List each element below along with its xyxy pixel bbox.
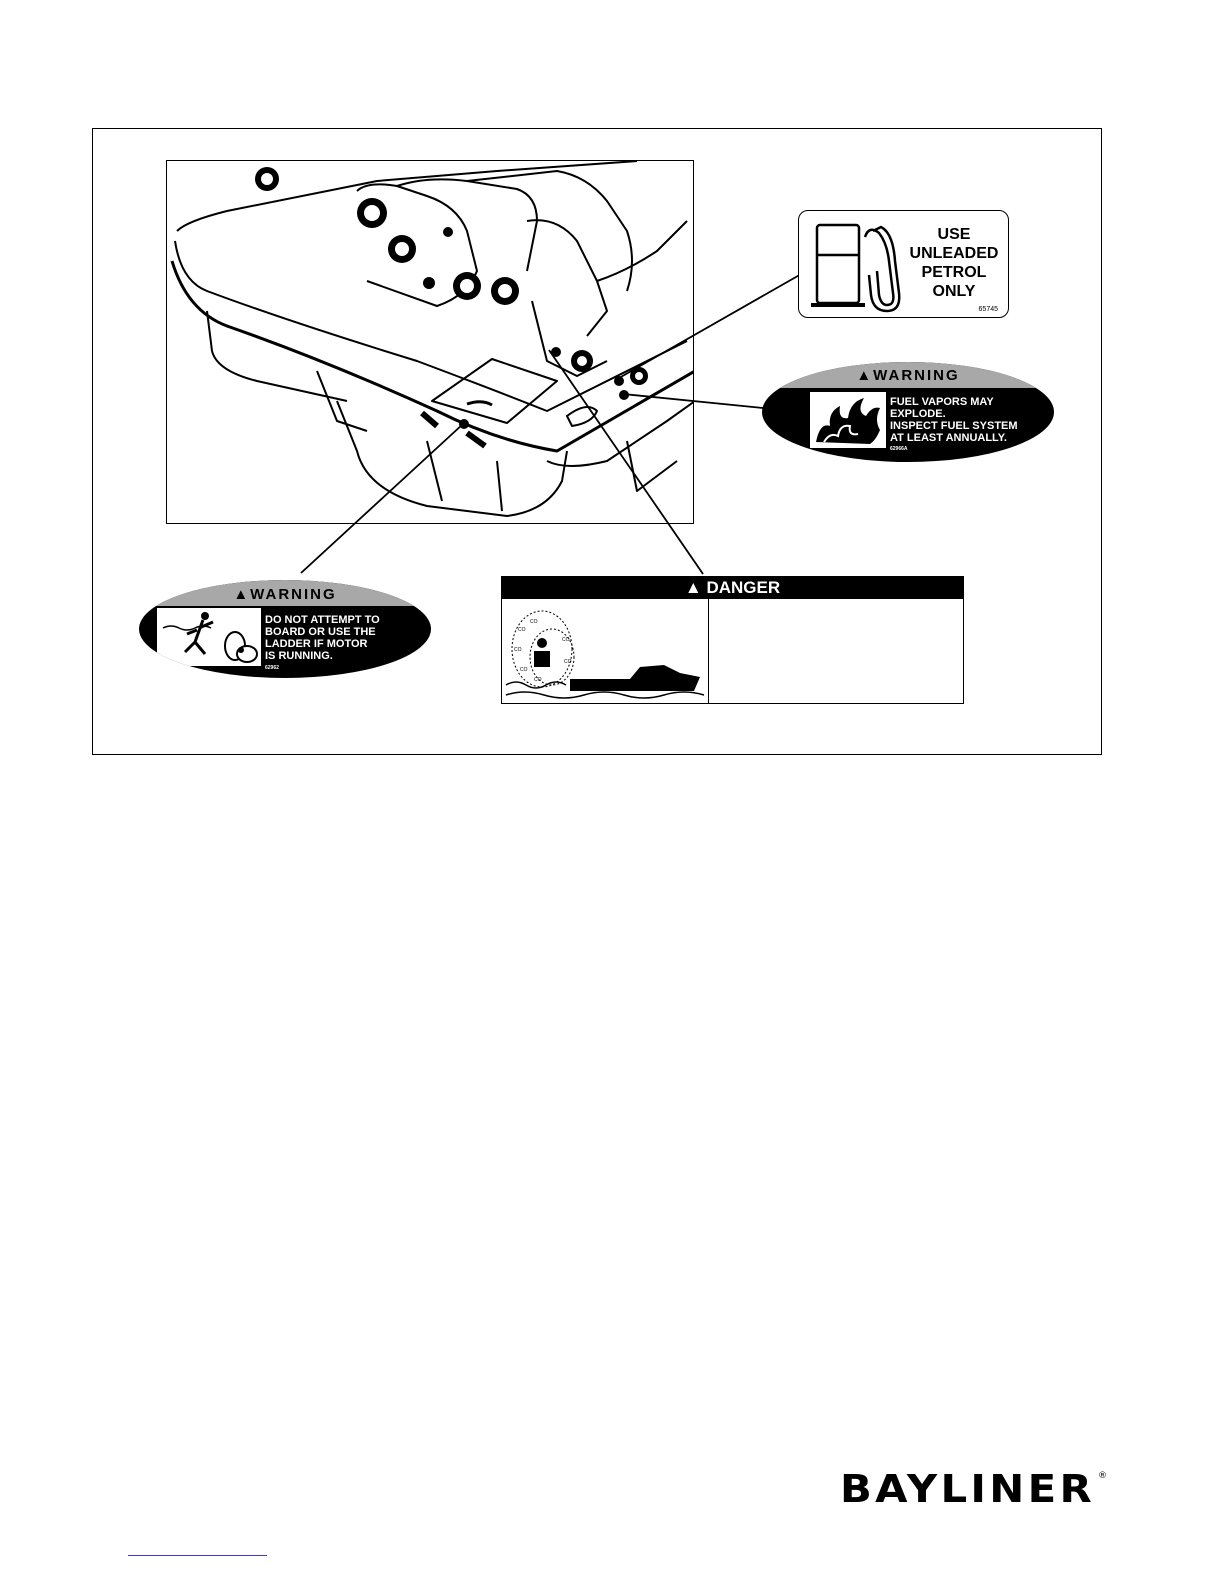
co-mark: CO bbox=[514, 647, 522, 653]
use-unleaded-petrol-label bbox=[798, 210, 1009, 318]
warning-triangle-icon: ▲ bbox=[856, 367, 874, 384]
warning-line: FUEL VAPORS MAY bbox=[890, 396, 994, 408]
danger-triangle-icon: ▲ bbox=[684, 578, 707, 597]
ladder-warning-code: 62962 bbox=[265, 665, 279, 671]
co-mark: CO bbox=[518, 627, 526, 633]
warning-line: INSPECT FUEL SYSTEM bbox=[890, 420, 1018, 432]
fuel-label-code: 65745 bbox=[978, 306, 998, 313]
warning-header-band bbox=[139, 580, 431, 606]
warning-triangle-icon: ▲ bbox=[233, 586, 251, 603]
warning-line: LADDER IF MOTOR bbox=[265, 638, 368, 650]
warning-line: AT LEAST ANNUALLY. bbox=[890, 432, 1007, 444]
danger-header-band bbox=[502, 577, 963, 599]
carbon-monoxide-boat-icon bbox=[504, 601, 706, 701]
footer-rule bbox=[128, 1555, 267, 1556]
fire-icon bbox=[810, 392, 886, 448]
fuel-label-line: PETROL bbox=[921, 264, 987, 281]
warning-header-text: WARNING bbox=[873, 367, 960, 384]
co-mark: CO bbox=[534, 677, 542, 683]
fuel-vapor-warning-text bbox=[890, 396, 1040, 444]
warning-line: EXPLODE. bbox=[890, 408, 946, 420]
fuel-label-line: ONLY bbox=[932, 283, 976, 300]
ladder-warning-label bbox=[139, 580, 431, 678]
boat-stern-illustration bbox=[166, 160, 694, 524]
swimmer-propeller-icon bbox=[157, 608, 261, 666]
co-mark: CO bbox=[520, 667, 528, 673]
warning-line: DO NOT ATTEMPT TO bbox=[265, 614, 380, 626]
co-mark: CO bbox=[564, 659, 572, 665]
warning-line: IS RUNNING. bbox=[265, 650, 333, 662]
bayliner-logo bbox=[840, 1466, 1110, 1506]
fuel-pump-icon bbox=[807, 213, 907, 317]
danger-header-text: DANGER bbox=[706, 578, 781, 597]
bayliner-wordmark bbox=[840, 1466, 1110, 1506]
warning-header-text: WARNING bbox=[250, 586, 337, 603]
carbon-monoxide-danger-label bbox=[501, 576, 964, 704]
fuel-vapor-warning-code: 62966A bbox=[890, 446, 908, 452]
logo-text: BAYLINER bbox=[840, 1467, 1095, 1506]
warning-line: BOARD OR USE THE bbox=[265, 626, 376, 638]
boat-drawing bbox=[167, 161, 694, 524]
registered-mark: ® bbox=[1098, 1471, 1107, 1481]
fuel-label-line: UNLEADED bbox=[909, 245, 999, 262]
co-mark: CO bbox=[562, 637, 570, 643]
fuel-label-line: USE bbox=[937, 226, 971, 243]
co-mark: CO bbox=[530, 619, 538, 625]
warning-header-band bbox=[762, 362, 1054, 388]
danger-divider bbox=[708, 599, 709, 703]
ladder-warning-text bbox=[265, 614, 415, 662]
fuel-label-text bbox=[901, 225, 1007, 301]
fuel-vapor-warning-label bbox=[762, 362, 1054, 462]
